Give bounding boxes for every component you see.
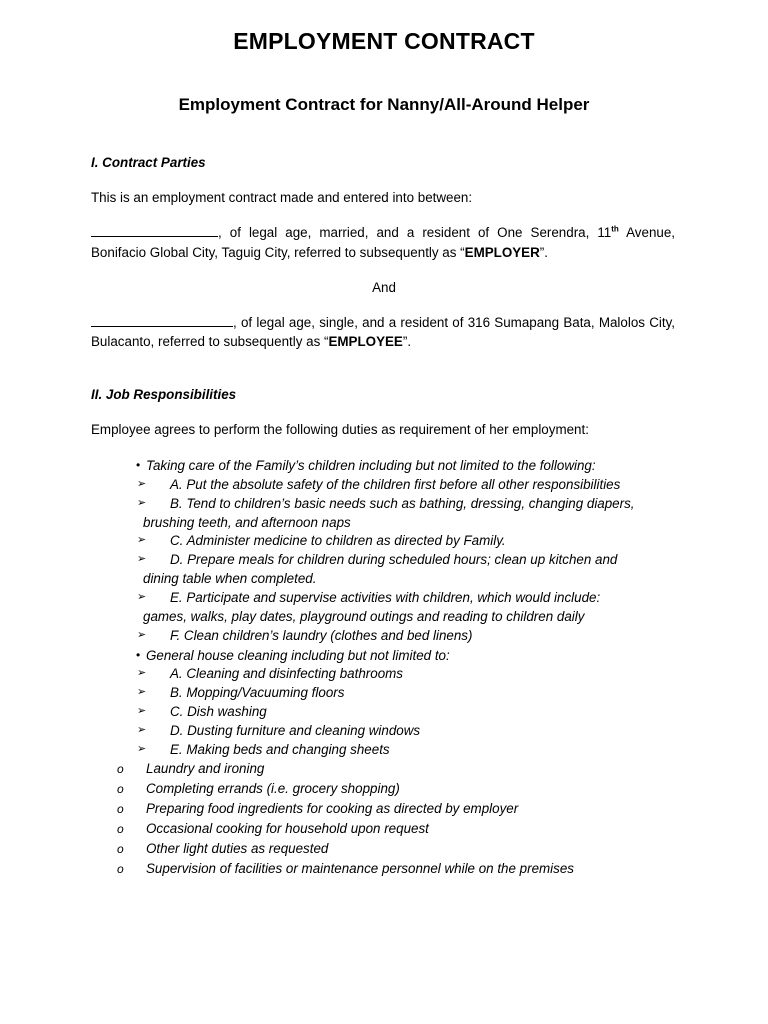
arrow-bullet-icon: ➢ — [137, 667, 147, 679]
childcare-item-cont: brushing teeth, and afternoon naps — [143, 515, 351, 530]
childcare-item-cont: games, walks, play dates, playground outings and reading to children daily — [143, 609, 585, 624]
arrow-bullet-icon: ➢ — [137, 724, 147, 736]
other-duty: Completing errands (i.e. grocery shopping) — [146, 781, 400, 796]
arrow-bullet-icon: ➢ — [137, 686, 147, 698]
contract-intro: This is an employment contract made and entered into between: — [91, 190, 473, 205]
employee-ref-end: ”. — [402, 334, 412, 349]
childcare-item: C. Administer medicine to children as directed by Family. — [170, 533, 506, 548]
circle-bullet-icon: o — [117, 842, 124, 856]
employer-ref-end: ”. — [539, 245, 548, 260]
circle-bullet-icon: o — [117, 762, 124, 776]
employer-ref-text: Bonifacio Global City, Taguig City, referred to subsequently as “ — [91, 245, 465, 260]
childcare-item-cont: dining table when completed. — [143, 571, 317, 586]
cleaning-item: D. Dusting furniture and cleaning windows — [170, 723, 421, 738]
childcare-item: F. Clean children’s laundry (clothes and bed linens) — [170, 628, 473, 643]
circle-bullet-icon: o — [117, 862, 124, 876]
arrow-bullet-icon: ➢ — [137, 743, 147, 755]
section-heading-job-responsibilities: II. Job Responsibilities — [91, 387, 237, 402]
cleaning-item: A. Cleaning and disinfecting bathrooms — [170, 666, 403, 681]
arrow-bullet-icon: ➢ — [137, 478, 147, 490]
document-subtitle: Employment Contract for Nanny/All-Around Helper — [178, 95, 590, 114]
employer-line-1 — [91, 223, 675, 242]
circle-bullet-icon: o — [117, 802, 124, 816]
arrow-bullet-icon: ➢ — [137, 553, 147, 565]
duties-intro: Employee agrees to perform the following duties as requirement of her employment: — [91, 422, 589, 437]
employer-name-blank[interactable] — [91, 224, 218, 237]
other-duty: Preparing food ingredients for cooking as directed by employer — [146, 801, 519, 816]
arrow-bullet-icon: ➢ — [137, 705, 147, 717]
employer-line-2 — [91, 243, 548, 262]
bullet-icon: • — [136, 458, 141, 472]
childcare-label: Taking care of the Family’s children including but not limited to the following: — [146, 458, 596, 473]
employer-role: EMPLOYER — [464, 245, 540, 260]
employee-role: EMPLOYEE — [328, 334, 403, 349]
section-heading-contract-parties: I. Contract Parties — [91, 155, 206, 170]
other-duty: Supervision of facilities or maintenance personnel while on the premises — [146, 861, 574, 876]
childcare-item: B. Tend to children’s basic needs such as bathing, dressing, changing diapers, — [170, 496, 635, 511]
childcare-item: E. Participate and supervise activities with children, which would include: — [170, 590, 601, 605]
employer-desc-end: Avenue, — [618, 225, 676, 240]
childcare-item: A. Put the absolute safety of the children first before all other responsibilities — [170, 477, 621, 492]
employer-desc: , of legal age, married, and a resident of One Serendra, 11 — [218, 225, 612, 240]
employee-line-2 — [91, 332, 411, 351]
employee-desc: , of legal age, single, and a resident of 316 Sumapang Bata, Malolos City, — [233, 315, 675, 330]
circle-bullet-icon: o — [117, 782, 124, 796]
circle-bullet-icon: o — [117, 822, 124, 836]
cleaning-label: General house cleaning including but not limited to: — [146, 648, 450, 663]
childcare-item: D. Prepare meals for children during scheduled hours; clean up kitchen and — [170, 552, 618, 567]
employee-name-blank[interactable] — [91, 314, 233, 327]
employee-ref-text: Bulacanto, referred to subsequently as “ — [91, 334, 329, 349]
arrow-bullet-icon: ➢ — [137, 629, 147, 641]
employee-line-1 — [91, 313, 675, 332]
document-title: EMPLOYMENT CONTRACT — [233, 28, 535, 54]
other-duty: Laundry and ironing — [146, 761, 265, 776]
arrow-bullet-icon: ➢ — [137, 591, 147, 603]
bullet-icon: • — [136, 648, 141, 662]
ordinal-suffix: th — [611, 224, 619, 234]
arrow-bullet-icon: ➢ — [137, 497, 147, 509]
cleaning-item: E. Making beds and changing sheets — [170, 742, 390, 757]
arrow-bullet-icon: ➢ — [137, 534, 147, 546]
other-duty: Other light duties as requested — [146, 841, 329, 856]
and-conjunction: And — [372, 280, 396, 295]
cleaning-item: B. Mopping/Vacuuming floors — [170, 685, 345, 700]
cleaning-item: C. Dish washing — [170, 704, 267, 719]
other-duty: Occasional cooking for household upon request — [146, 821, 429, 836]
